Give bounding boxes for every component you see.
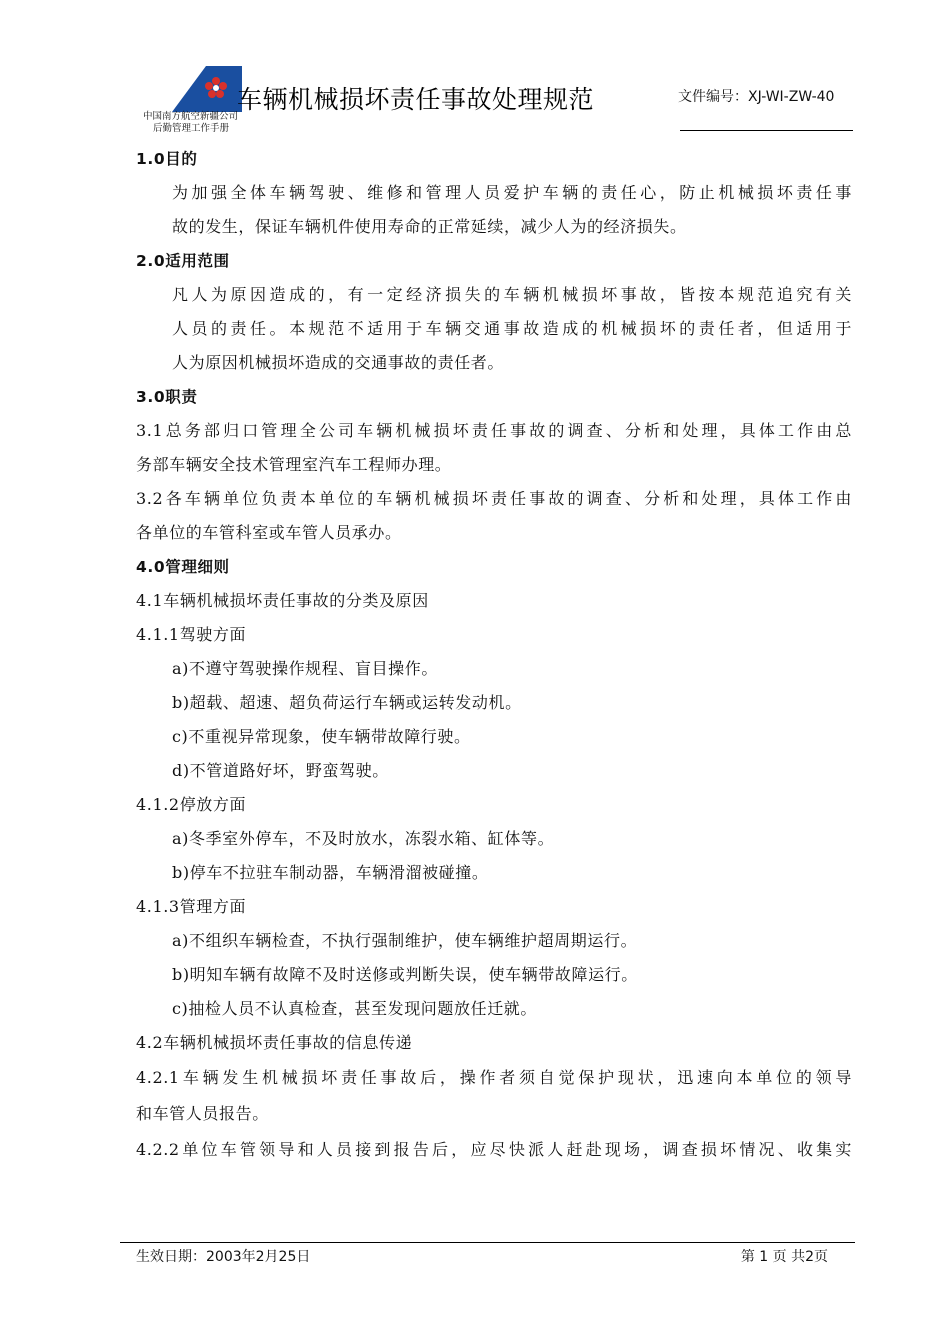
list-item: b)明知车辆有故障不及时送修或判断失误，使车辆带故障运行。 [172,965,638,984]
section-heading: 2.0适用范围 [136,252,230,270]
footer-rule [120,1242,855,1243]
company-block [143,111,238,135]
company-name: 中国南方航空新疆公司 [143,111,239,122]
kapok-logo-icon [172,66,242,112]
list-item: c)抽检人员不认真检查，甚至发现问题放任迁就。 [172,999,538,1018]
list-item: a)冬季室外停车，不及时放水，冻裂水箱、缸体等。 [172,829,555,848]
paragraph-line: 4.2.2单位车管领导和人员接到报告后，应尽快派人赶赴现场，调查损坏情况、收集实 [136,1140,852,1159]
list-item: c)不重视异常现象，使车辆带故障行驶。 [172,727,471,746]
document-body [136,142,852,1168]
page-number: 第 1 页 共2页 [740,1249,828,1265]
subsection-heading: 4.1.3管理方面 [136,897,247,916]
header-rule [680,130,853,131]
paragraph-line: 人为原因机械损坏造成的交通事故的责任者。 [172,353,505,372]
paragraph-line: 为加强全体车辆驾驶、维修和管理人员爱护车辆的责任心，防止机械损坏责任事 [172,183,852,202]
paragraph-line: 务部车辆安全技术管理室汽车工程师办理。 [136,455,452,474]
effective-date: 生效日期：2003年2月25日 [136,1249,311,1265]
paragraph-line: 人员的责任。本规范不适用于车辆交通事故造成的机械损坏的责任者，但适用于 [172,319,852,338]
section-heading: 1.0目的 [136,150,198,168]
subsection-heading: 4.2车辆机械损坏责任事故的信息传递 [136,1033,413,1052]
subsection-heading: 4.1车辆机械损坏责任事故的分类及原因 [136,591,429,610]
list-item: b)超载、超速、超负荷运行车辆或运转发动机。 [172,693,522,712]
section-heading: 4.0管理细则 [136,558,230,576]
paragraph-line: 和车管人员报告。 [136,1104,269,1123]
page-header [0,0,950,140]
list-item: b)停车不拉驻车制动器，车辆滑溜被碰撞。 [172,863,489,882]
paragraph-line: 3.2各车辆单位负责本单位的车辆机械损坏责任事故的调查、分析和处理，具体工作由 [136,489,852,508]
section-heading: 3.0职责 [136,388,198,406]
paragraph-line: 故的发生，保证车辆机件使用寿命的正常延续，减少人为的经济损失。 [172,217,687,236]
subsection-heading: 4.1.2停放方面 [136,795,247,814]
paragraph-line: 4.2.1车辆发生机械损坏责任事故后，操作者须自觉保护现状，迅速向本单位的领导 [136,1068,852,1087]
list-item: a)不遵守驾驶操作规程、盲目操作。 [172,659,438,678]
paragraph-line: 凡人为原因造成的，有一定经济损失的车辆机械损坏事故，皆按本规范追究有关 [172,285,852,304]
list-item: a)不组织车辆检查，不执行强制维护，使车辆维护超周期运行。 [172,931,638,950]
paragraph-line: 3.1总务部归口管理全公司车辆机械损坏责任事故的调查、分析和处理，具体工作由总 [136,421,852,440]
document-number: 文件编号：XJ-WI-ZW-40 [678,89,835,105]
list-item: d)不管道路好坏，野蛮驾驶。 [172,761,389,780]
document-title: 车辆机械损坏责任事故处理规范 [237,85,595,114]
paragraph-line: 各单位的车管科室或车管人员承办。 [136,523,402,542]
manual-name: 后勤管理工作手册 [153,123,230,134]
subsection-heading: 4.1.1驾驶方面 [136,625,247,644]
